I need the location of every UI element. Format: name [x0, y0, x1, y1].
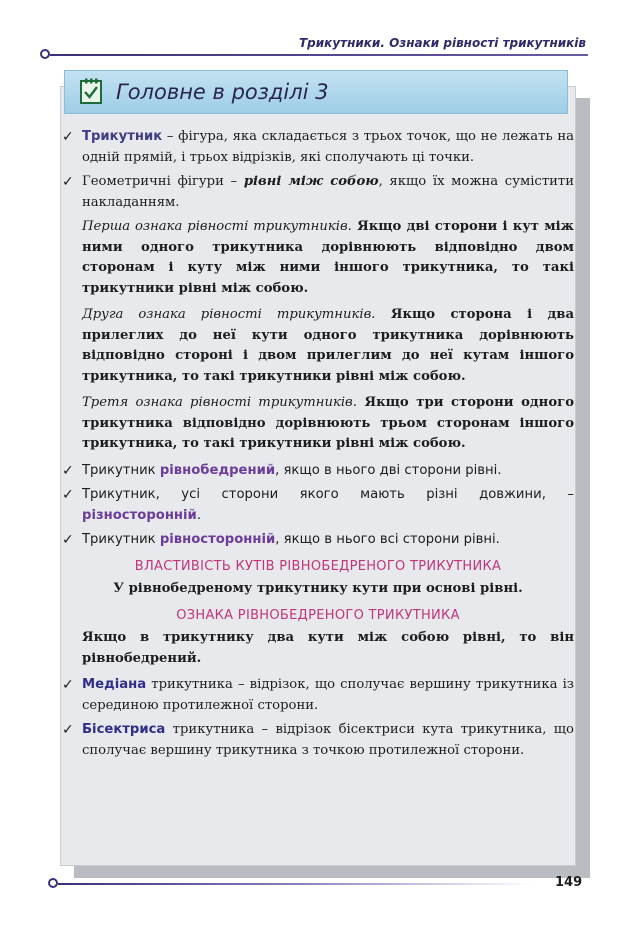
checkmark-icon: ✓: [62, 174, 74, 190]
checkmark-icon: ✓: [62, 487, 74, 503]
criterion-second-title: Друга ознака рівності трикутників.: [82, 307, 376, 322]
criterion-third-title: Третя ознака рівності трикутників.: [82, 395, 357, 410]
isosceles-pre: Трикутник: [82, 462, 160, 478]
footer-rule: [58, 883, 534, 885]
criterion-first-text: Якщо дві сторони і кут між ними одного трикутника дорівнюють відповідно двом сторонам і куту між ними іншого трикутника, то такі трикутники рівні між собою.: [82, 219, 574, 296]
summary-content: [62, 127, 574, 765]
definition-bisector: трикутника – відрізок бісектриси кута трикутника, що сполучає вершину трикутника з точкою протилежної сторони.: [82, 722, 574, 758]
isosceles-post: , якщо в нього дві сторони рівні.: [275, 462, 502, 478]
list-item-equal-figures: [62, 172, 574, 213]
isosceles-criterion-text: Якщо в трикутнику два кути між собою рівні, то він рівнобедрений.: [82, 630, 574, 666]
header-rule: [50, 54, 588, 56]
list-item-scalene: [62, 485, 574, 526]
property-text: У рівнобедреному трикутнику кути при основі рівні.: [113, 581, 523, 596]
checkmark-icon: ✓: [62, 722, 74, 738]
scalene-post: .: [196, 507, 202, 523]
header-line-dot: [40, 49, 50, 59]
section-title: Головне в розділі 3: [116, 80, 329, 104]
property-heading: ВЛАСТИВІСТЬ КУТІВ РІВНОБЕДРЕНОГО ТРИКУТНИКА: [134, 558, 502, 574]
checkmark-icon: ✓: [62, 129, 74, 145]
list-item-triangle: [62, 127, 574, 168]
term-median: Медіана: [82, 677, 147, 692]
running-title: Трикутники. Ознаки рівності трикутників: [298, 36, 586, 50]
list-item-bisector: [62, 720, 574, 761]
footer-line-dot: [48, 878, 58, 888]
definition-median: трикутника – відрізок, що сполучає вершину трикутника із серединою протилежної сторони.: [82, 677, 574, 713]
criterion-third-text: Якщо три сторони одного трикутника відповідно дорівнюють трьом сторонам іншого трикутника, то такі трикутники рівні між собою.: [82, 395, 574, 451]
scalene-pre: Трикутник, усі сторони якого мають різні довжини, –: [82, 487, 574, 502]
checkmark-icon: ✓: [62, 532, 74, 548]
definition-triangle: – фігура, яка складається з трьох точок, що не лежать на одній прямій, і трьох відрізків, які сполучають ці точки.: [82, 129, 574, 165]
checkmark-icon: ✓: [62, 462, 74, 479]
term-isosceles: рівнобедрений: [159, 462, 276, 478]
criterion-first: [62, 217, 574, 299]
term-bisector: Бісектриса: [82, 722, 166, 737]
term-equilateral: рівносторонній: [159, 532, 276, 547]
checkmark-icon: ✓: [62, 677, 74, 693]
page-number: 149: [555, 875, 583, 890]
list-item-isosceles: [62, 461, 574, 482]
equal-figures-emphasis: рівні між собою: [243, 174, 379, 189]
criterion-third: [62, 393, 574, 455]
equilateral-post: , якщо в нього всі сторони рівні.: [275, 532, 500, 547]
criterion-second-text: Якщо сторона і два прилеглих до неї кути одного трикутника дорівнюють відповідно стороні і двом прилеглим до неї кутам іншого трикутника, то такі трикутники рівні між собою.: [82, 307, 574, 384]
equal-figures-pre: Геометричні фігури –: [82, 174, 244, 189]
equal-figures-post: , якщо їх можна сумістити накладанням.: [82, 174, 574, 210]
term-triangle: Трикутник: [82, 129, 163, 144]
criterion-first-title: Перша ознака рівності трикутників.: [82, 219, 352, 234]
list-item-equilateral: [62, 530, 574, 551]
criterion-second: [62, 305, 574, 387]
term-scalene: різносторонній: [82, 507, 197, 523]
isosceles-criterion-heading: ОЗНАКА РІВНОБЕДРЕНОГО ТРИКУТНИКА: [176, 607, 460, 623]
equilateral-pre: Трикутник: [82, 532, 160, 547]
checklist-icon: [80, 78, 102, 104]
list-item-median: [62, 675, 574, 716]
